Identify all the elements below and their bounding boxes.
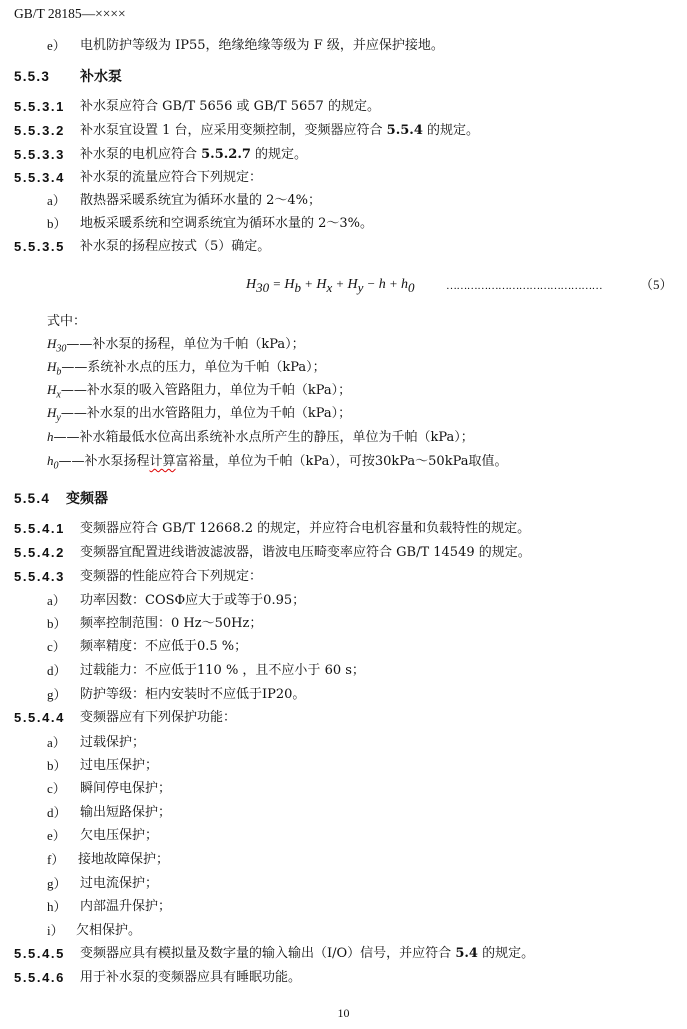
clause-number: 5.5.4.5 [14,946,65,961]
variable-definition: $h_0——$补水泵扬程计算富裕量，单位为千帕（kPa），可按30kPa～50kPa取值。 [47,453,508,472]
list-item-text: 频率控制范围：0 Hz～50Hz； [80,616,263,631]
clause-text: 变频器应具有模拟量及数字量的输入输出（I/O）信号，并应符合 5.4 的规定。 [80,946,535,961]
section-number: 5.5.4 [14,491,51,506]
list-item-text: 欠相保护。 [76,923,142,938]
list-item-text: 过载能力：不应低于110 % ，且不应小于 60 s； [80,663,365,678]
variable-definition: $H_y——$补水泵的出水管路阻力，单位为千帕（kPa）； [47,405,352,424]
list-item-letter: d） [47,663,67,678]
clause-text: 变频器应有下列保护功能： [80,710,237,725]
clause-reference: 5.4 [455,946,478,961]
clause-text: 补水泵宜设置 1 台，应采用变频控制，变频器应符合 5.5.4 的规定。 [80,123,480,138]
clause-number: 5.5.3.2 [14,123,65,138]
clause-number: 5.5.3.3 [14,147,65,162]
variable-definition: h——补水箱最低水位高出系统补水点所产生的静压，单位为千帕（kPa）； [47,429,474,445]
clause-text: 变频器应符合 GB/T 12668.2 的规定，并应符合电机容量和负载特性的规定。 [80,521,531,536]
clause-reference: 5.5.4 [386,123,423,138]
list-item-letter: h） [47,899,67,914]
formula-leader-dots: ……………………………………… [446,280,603,292]
clause-text: 变频器宜配置进线谐波滤波器，谐波电压畸变率应符合 GB/T 14549 的规定。 [80,545,531,560]
clause-text: 用于补水泵的变频器应具有睡眠功能。 [80,970,302,985]
clause-text: 补水泵应符合 GB/T 5656 或 GB/T 5657 的规定。 [80,99,380,114]
clause-text: 补水泵的电机应符合 5.5.2.7 的规定。 [80,147,308,162]
list-item-letter: a） [47,193,66,208]
list-item-letter: d） [47,805,67,820]
list-item-letter: i） [47,923,64,938]
list-item-text: 防护等级：柜内安装时不应低于IP20。 [80,687,306,702]
list-item-letter: e） [47,38,66,53]
list-item-letter: a） [47,593,66,608]
list-item-text: 过电压保护； [80,758,159,773]
clause-text: 变频器的性能应符合下列规定： [80,569,263,584]
list-item-letter: g） [47,876,67,891]
clause-number: 5.5.4.3 [14,569,65,584]
list-item-text: 散热器采暖系统宜为循环水量的 2～4%； [80,193,322,208]
list-item-letter: g） [47,687,67,702]
variable-definition: $H_x——$补水泵的吸入管路阻力，单位为千帕（kPa）； [47,382,352,401]
document-header-code: GB/T 28185—×××× [14,6,126,21]
list-item-text: 电机防护等级为 IP55，绝缘绝缘等级为 F 级，并应保护接地。 [80,38,444,53]
clause-number: 5.5.4.6 [14,970,65,985]
list-item-letter: b） [47,216,67,231]
list-item-letter: b） [47,616,67,631]
where-intro: 式中： [47,314,87,329]
list-item-text: 过电流保护； [80,876,159,891]
list-item-text: 输出短路保护； [80,805,172,820]
list-item-letter: c） [47,781,66,796]
clause-number: 5.5.3.1 [14,99,65,114]
list-item-letter: a） [47,735,66,750]
section-number: 5.5.3 [14,69,51,84]
clause-text: 补水泵的流量应符合下列规定： [80,170,263,185]
section-title: 变频器 [66,491,108,507]
formula: $H_{30} = H_b + H_x + H_y - h + h_0$ [246,276,415,295]
list-item-text: 欠电压保护； [80,828,159,843]
clause-number: 5.5.4.2 [14,545,65,560]
list-item-text: 过载保护； [80,735,146,750]
formula-number: （5） [640,277,673,292]
list-item-text: 接地故障保护； [78,852,170,867]
variable-definition: $H_{30}——$补水泵的扬程，单位为千帕（kPa）； [47,336,305,355]
section-title: 补水泵 [80,69,122,85]
list-item-text: 功率因数：COSΦ应大于或等于0.95； [80,593,306,608]
list-item-letter: b） [47,758,67,773]
list-item-text: 瞬间停电保护； [80,781,172,796]
list-item-letter: c） [47,639,66,654]
list-item-letter: e） [47,828,66,843]
page-number: 10 [337,1006,350,1020]
list-item-text: 频率精度：不应低于0.5 %； [80,639,248,654]
clause-number: 5.5.4.1 [14,521,65,536]
clause-number: 5.5.3.5 [14,239,65,254]
clause-reference: 5.5.2.7 [201,147,251,162]
variable-definition: $H_b——$系统补水点的压力，单位为千帕（kPa）； [47,359,326,378]
list-item-text: 地板采暖系统和空调系统宜为循环水量的 2～3%。 [80,216,374,231]
spellcheck-marked-word: 计算 [149,454,176,469]
clause-text: 补水泵的扬程应按式（5）确定。 [80,239,271,254]
clause-number: 5.5.4.4 [14,710,65,725]
clause-number: 5.5.3.4 [14,170,65,185]
list-item-text: 内部温升保护； [80,899,172,914]
list-item-letter: f） [47,852,65,867]
